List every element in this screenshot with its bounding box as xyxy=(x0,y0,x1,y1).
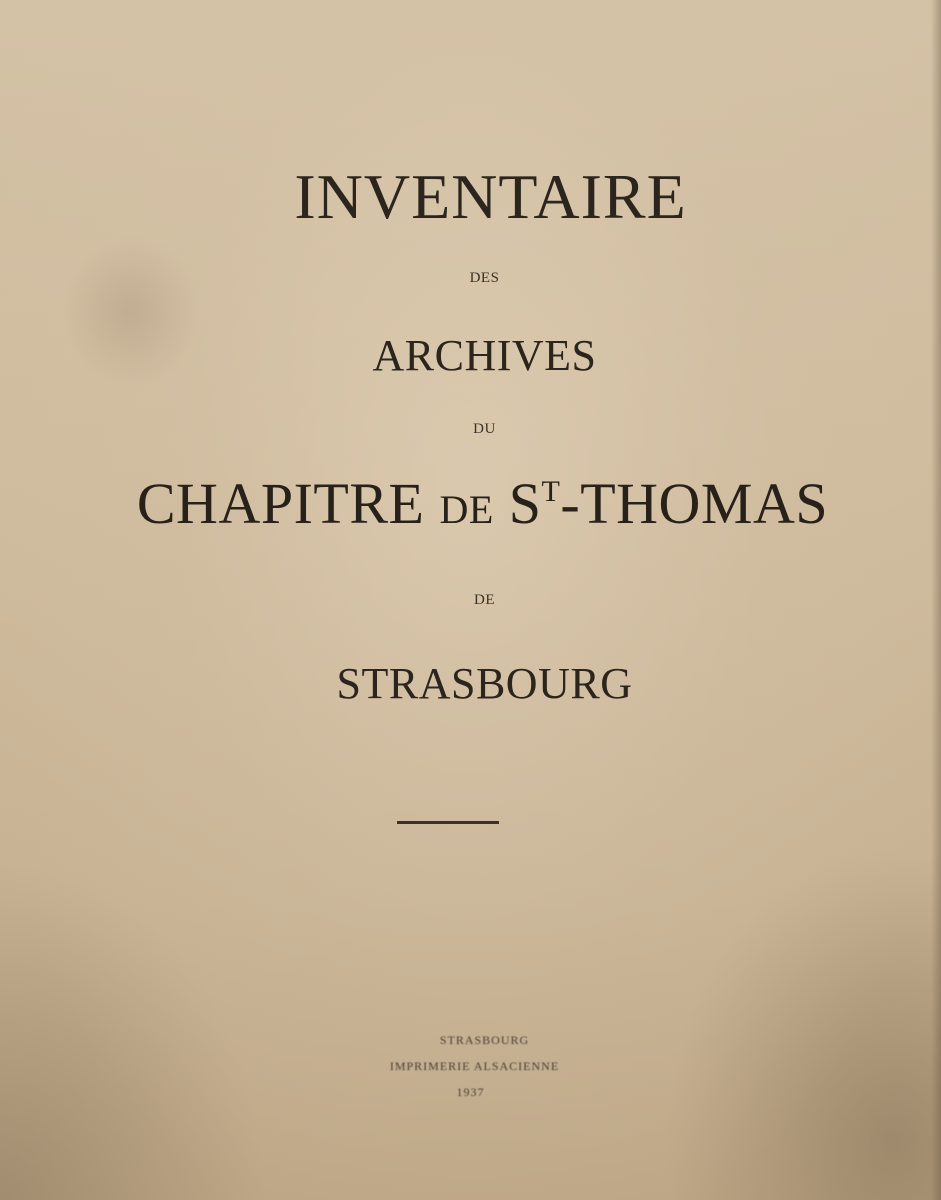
title-inventaire: INVENTAIRE xyxy=(294,161,687,232)
connector-de: DE xyxy=(474,592,495,608)
title-de: DE xyxy=(439,487,494,532)
divider-rule xyxy=(397,821,499,824)
title-archives: ARCHIVES xyxy=(372,331,597,380)
title-s: S xyxy=(508,471,542,536)
imprint-city: STRASBOURG xyxy=(439,1033,530,1047)
title-chapitre: CHAPITRE xyxy=(136,471,425,536)
imprint-printer: IMPRIMERIE ALSACIENNE xyxy=(389,1059,560,1073)
title-thomas: -THOMAS xyxy=(560,471,829,536)
connector-des: DES xyxy=(469,270,500,286)
page-edge-shadow xyxy=(931,0,941,1200)
title-strasbourg: STRASBOURG xyxy=(336,659,633,708)
imprint-year: 1937 xyxy=(456,1085,485,1099)
title-chapitre-st-thomas xyxy=(0,470,941,537)
connector-du: DU xyxy=(473,421,496,437)
title-t-superscript: T xyxy=(541,475,561,508)
